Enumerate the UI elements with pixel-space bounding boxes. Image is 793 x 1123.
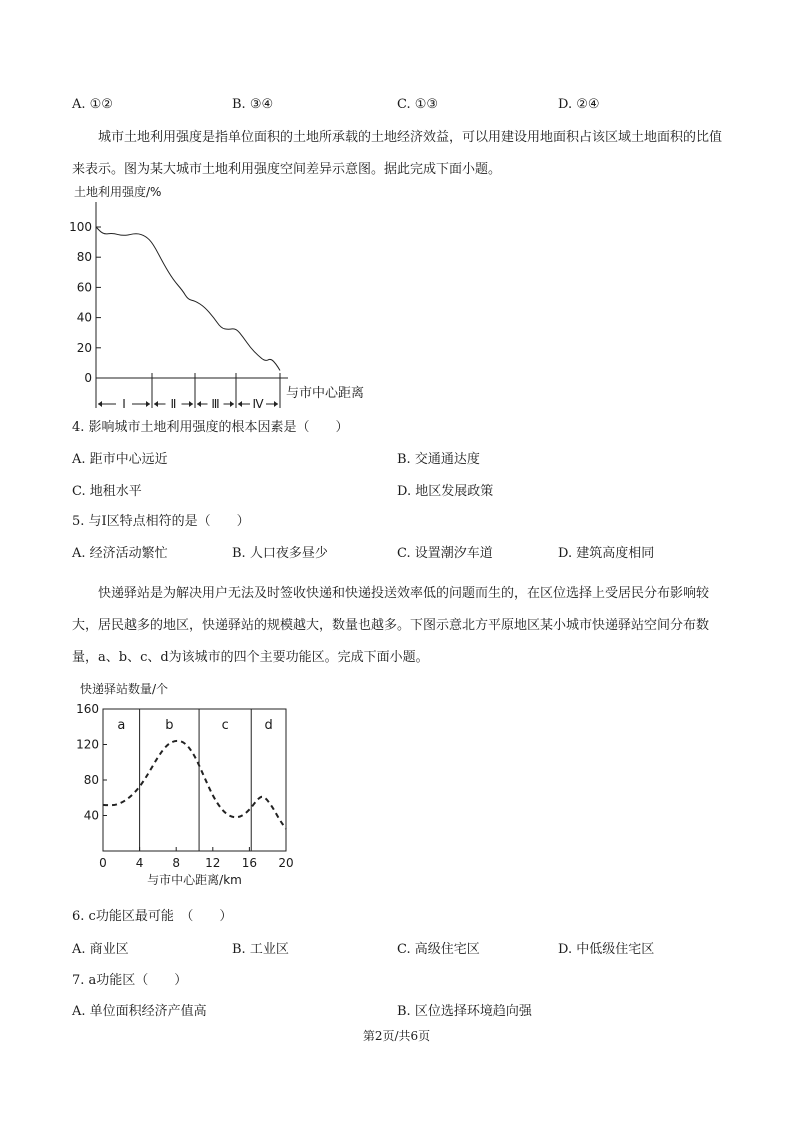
arrowhead [238, 401, 242, 407]
arrowhead [98, 401, 102, 407]
zone-label-b: b [165, 718, 174, 733]
y-tick-label: 120 [76, 737, 99, 752]
q7-option-b[interactable]: B. 区位选择环境趋向强 [397, 1004, 532, 1019]
page-footer: 第2页/共6页 [362, 1029, 431, 1043]
x-tick-label: 20 [278, 856, 294, 870]
zone-label: Ⅳ [252, 397, 264, 411]
x-tick-label: 4 [135, 856, 144, 870]
q3-option-a[interactable]: A. ①② [72, 97, 113, 112]
q6-option-a[interactable]: A. 商业区 [72, 942, 129, 957]
arrowhead [146, 401, 150, 407]
q3-option-b[interactable]: B. ③④ [232, 97, 274, 112]
y-tick-label: 20 [76, 340, 92, 355]
passage-express-station: 快递驿站是为解决用户无法及时签收快递和快递投送效率低的问题而生的，在区位选择上受居民分布影响较大，居民越多的地区，快递驿站的规模越大，数量也越多。下图示意北方平原地区某小城市快递驿站空间分布数量，a、b、c、d为该城市的四个主要功能区。完成下面小题。 [72, 586, 710, 665]
q5-stem: 5. 与Ⅰ区特点相符的是（ ） [72, 514, 250, 529]
express-station-chart [60, 675, 320, 895]
q4-option-b[interactable]: B. 交通通达度 [397, 452, 480, 467]
q3-option-d[interactable]: D. ②④ [558, 97, 600, 112]
q6-stem: 6. c功能区最可能 （ ） [72, 909, 233, 924]
q5-option-d[interactable]: D. 建筑高度相同 [558, 546, 655, 561]
station-count-curve [103, 741, 286, 829]
zone-label-d: d [264, 718, 273, 733]
q5-option-c[interactable]: C. 设置潮汐车道 [397, 546, 493, 561]
y-tick-label: 100 [69, 220, 92, 234]
q3-option-c[interactable]: C. ①③ [397, 97, 439, 112]
zone-label-c: c [221, 718, 229, 733]
x-axis-label: 与市中心距离/km [147, 873, 242, 887]
y-axis-label: 土地利用强度/% [74, 185, 162, 199]
y-axis-label: 快递驿站数量/个 [80, 682, 169, 696]
zone-label: Ⅱ [170, 397, 177, 411]
y-tick-label: 80 [76, 250, 92, 265]
q7-stem: 7. a功能区（ ） [72, 973, 188, 988]
y-tick-label: 80 [83, 773, 99, 787]
q4-option-a[interactable]: A. 距市中心远近 [72, 452, 168, 467]
arrowhead [274, 401, 278, 407]
q6-option-b[interactable]: B. 工业区 [232, 942, 289, 957]
y-tick-label: 160 [76, 702, 99, 716]
x-tick-label: 16 [241, 856, 258, 870]
x-tick-label: 12 [205, 856, 221, 870]
arrowhead [197, 401, 201, 407]
q4-option-c[interactable]: C. 地租水平 [72, 484, 142, 499]
q6-option-c[interactable]: C. 高级住宅区 [397, 942, 480, 957]
y-tick-label: 0 [84, 371, 92, 385]
zone-label: Ⅰ [122, 397, 126, 411]
arrowhead [189, 401, 193, 407]
y-tick-label: 60 [76, 280, 92, 295]
y-tick-label: 40 [76, 310, 92, 325]
q4-stem: 4. 影响城市土地利用强度的根本因素是（ ） [72, 420, 349, 435]
y-tick-label: 40 [83, 808, 99, 823]
x-axis-label: 与市中心距离 [286, 386, 365, 401]
zone-label-a: a [117, 718, 126, 733]
land-use-intensity-chart [60, 180, 390, 415]
q4-option-d[interactable]: D. 地区发展政策 [397, 484, 494, 499]
plot-frame [103, 709, 286, 851]
q6-option-d[interactable]: D. 中低级住宅区 [558, 942, 655, 957]
zone-label: Ⅲ [211, 397, 220, 411]
x-tick-label: 8 [172, 856, 181, 870]
arrowhead [154, 401, 158, 407]
q5-option-a[interactable]: A. 经济活动繁忙 [72, 546, 168, 561]
x-tick-label: 0 [99, 856, 107, 870]
intensity-curve [96, 227, 280, 370]
passage-land-use: 城市土地利用强度是指单位面积的土地所承载的土地经济效益，可以用建设用地面积占该区域土地面积的比值来表示。图为某大城市土地利用强度空间差异示意图。据此完成下面小题。 [72, 130, 723, 177]
q7-option-a[interactable]: A. 单位面积经济产值高 [72, 1004, 207, 1019]
arrowhead [230, 401, 234, 407]
q5-option-b[interactable]: B. 人口夜多昼少 [232, 546, 328, 561]
